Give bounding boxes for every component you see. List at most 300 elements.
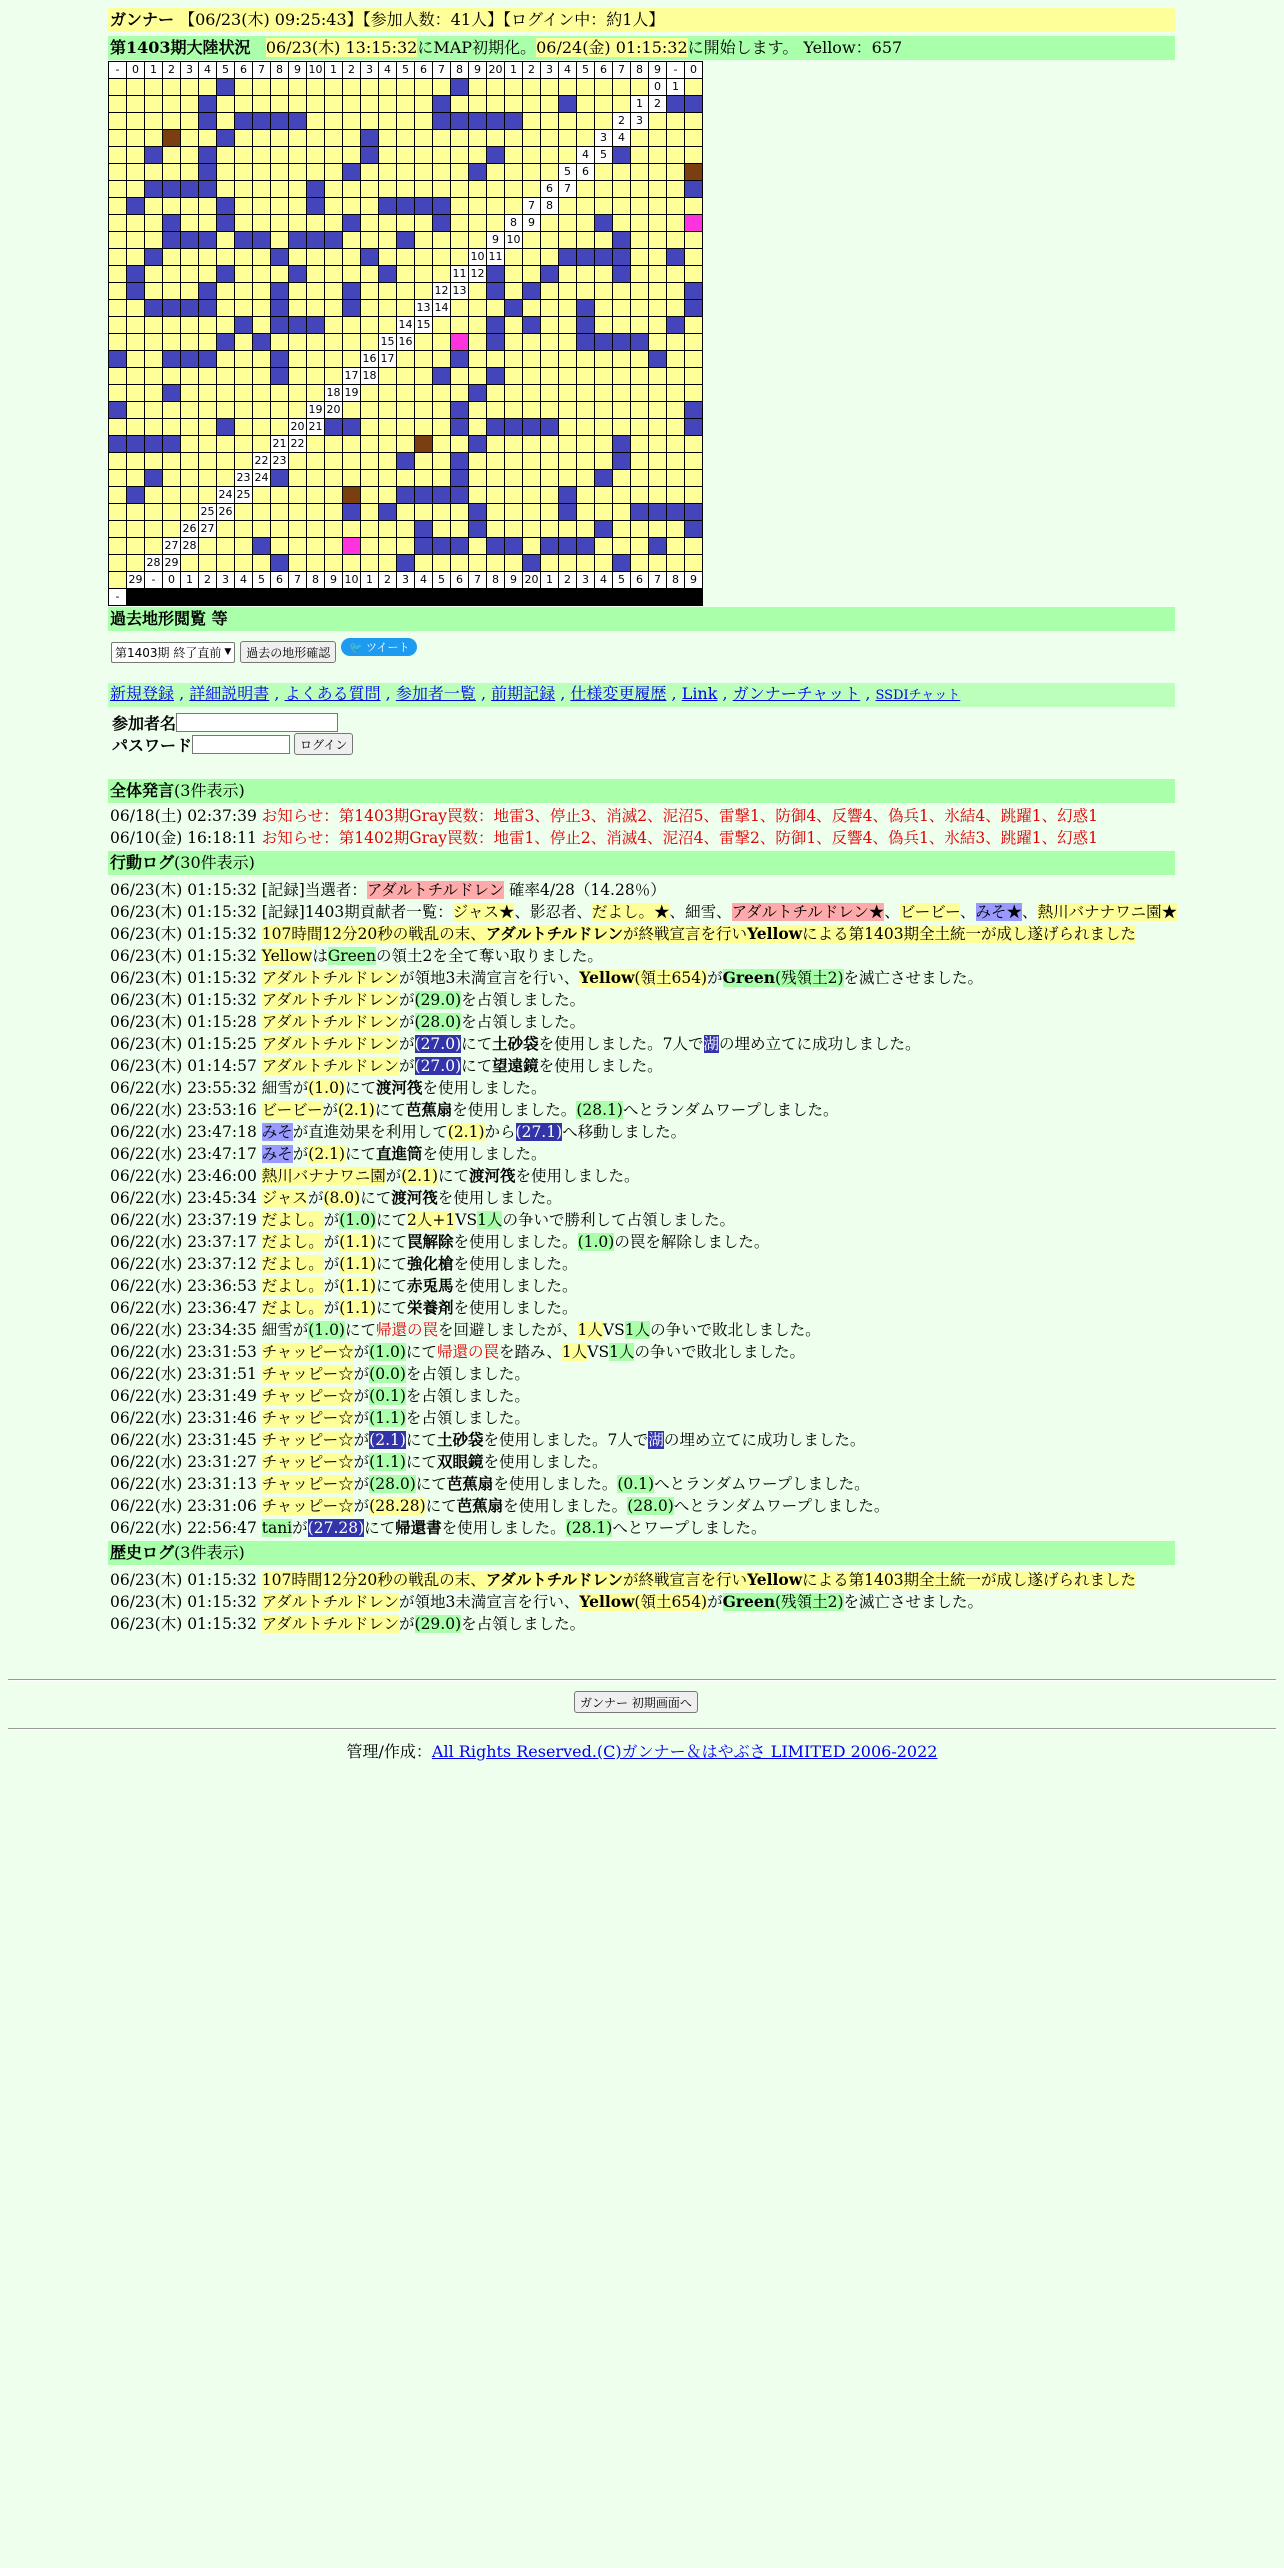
map-cell[interactable] — [325, 198, 342, 214]
map-cell[interactable] — [397, 130, 414, 146]
map-cell[interactable] — [271, 334, 288, 350]
map-cell[interactable] — [271, 300, 288, 316]
map-cell[interactable] — [451, 555, 468, 571]
map-cell[interactable] — [379, 96, 396, 112]
map-cell[interactable] — [667, 538, 684, 554]
map-cell[interactable] — [109, 198, 126, 214]
map-cell[interactable] — [397, 504, 414, 520]
map-cell[interactable] — [217, 113, 234, 129]
map-cell[interactable] — [217, 147, 234, 163]
map-cell[interactable] — [505, 368, 522, 384]
map-cell[interactable] — [469, 96, 486, 112]
map-cell[interactable] — [163, 368, 180, 384]
map-cell[interactable] — [649, 368, 666, 384]
map-cell[interactable] — [649, 436, 666, 452]
map-cell[interactable] — [397, 487, 414, 503]
map-cell[interactable] — [541, 79, 558, 95]
map-cell[interactable] — [505, 198, 522, 214]
map-cell[interactable] — [145, 130, 162, 146]
map-cell[interactable] — [559, 147, 576, 163]
map-cell[interactable] — [397, 283, 414, 299]
map-cell[interactable] — [109, 572, 126, 588]
map-cell[interactable] — [127, 249, 144, 265]
map-cell[interactable] — [685, 283, 702, 299]
map-cell[interactable] — [307, 538, 324, 554]
map-cell[interactable] — [451, 487, 468, 503]
map-cell[interactable] — [325, 436, 342, 452]
map-cell[interactable] — [253, 555, 270, 571]
map-cell[interactable] — [541, 113, 558, 129]
map-cell[interactable] — [631, 538, 648, 554]
map-cell[interactable] — [415, 470, 432, 486]
name-input[interactable] — [176, 713, 338, 732]
map-cell[interactable] — [199, 96, 216, 112]
map-cell[interactable] — [253, 368, 270, 384]
map-cell[interactable] — [541, 385, 558, 401]
map-cell[interactable] — [505, 487, 522, 503]
map-cell[interactable] — [613, 283, 630, 299]
map-cell[interactable] — [343, 317, 360, 333]
map-cell[interactable] — [361, 215, 378, 231]
map-cell[interactable] — [577, 96, 594, 112]
map-cell[interactable] — [271, 249, 288, 265]
map-cell[interactable] — [163, 487, 180, 503]
map-cell[interactable] — [577, 385, 594, 401]
map-cell[interactable] — [253, 249, 270, 265]
map-cell[interactable] — [595, 249, 612, 265]
map-cell[interactable] — [667, 215, 684, 231]
map-cell[interactable] — [235, 521, 252, 537]
map-cell[interactable] — [289, 470, 306, 486]
map-cell[interactable] — [415, 334, 432, 350]
map-cell[interactable] — [325, 249, 342, 265]
map-cell[interactable] — [487, 215, 504, 231]
map-cell[interactable] — [649, 181, 666, 197]
map-cell[interactable] — [379, 164, 396, 180]
map-cell[interactable] — [181, 113, 198, 129]
map-cell[interactable] — [505, 453, 522, 469]
map-cell[interactable] — [577, 113, 594, 129]
map-cell[interactable] — [379, 300, 396, 316]
map-cell[interactable] — [307, 198, 324, 214]
map-cell[interactable] — [397, 113, 414, 129]
map-cell[interactable] — [469, 317, 486, 333]
map-cell[interactable] — [271, 317, 288, 333]
map-cell[interactable] — [667, 555, 684, 571]
map-cell[interactable] — [667, 504, 684, 520]
map-cell[interactable] — [325, 487, 342, 503]
map-cell[interactable] — [163, 300, 180, 316]
map-cell[interactable] — [379, 419, 396, 435]
map-cell[interactable] — [163, 283, 180, 299]
map-cell[interactable] — [109, 504, 126, 520]
map-cell[interactable] — [451, 419, 468, 435]
map-cell[interactable] — [649, 521, 666, 537]
map-cell[interactable] — [577, 300, 594, 316]
map-cell[interactable] — [361, 504, 378, 520]
map-cell[interactable] — [523, 164, 540, 180]
map-cell[interactable] — [145, 487, 162, 503]
map-cell[interactable] — [613, 555, 630, 571]
map-cell[interactable] — [397, 300, 414, 316]
map-cell[interactable] — [379, 130, 396, 146]
map-cell[interactable] — [559, 198, 576, 214]
map-cell[interactable] — [613, 198, 630, 214]
map-cell[interactable] — [199, 334, 216, 350]
map-cell[interactable] — [631, 266, 648, 282]
map-cell[interactable] — [343, 79, 360, 95]
map-cell[interactable] — [253, 79, 270, 95]
map-cell[interactable] — [145, 453, 162, 469]
map-cell[interactable] — [343, 504, 360, 520]
map-cell[interactable] — [487, 147, 504, 163]
map-cell[interactable] — [235, 368, 252, 384]
map-cell[interactable] — [559, 300, 576, 316]
map-cell[interactable] — [631, 164, 648, 180]
map-cell[interactable] — [253, 351, 270, 367]
map-cell[interactable] — [451, 181, 468, 197]
map-cell[interactable] — [559, 419, 576, 435]
map-cell[interactable] — [235, 538, 252, 554]
map-cell[interactable] — [541, 147, 558, 163]
map-cell[interactable] — [235, 198, 252, 214]
map-cell[interactable] — [613, 147, 630, 163]
map-cell[interactable] — [613, 419, 630, 435]
map-cell[interactable] — [523, 334, 540, 350]
map-cell[interactable] — [649, 266, 666, 282]
map-cell[interactable] — [685, 181, 702, 197]
map-cell[interactable] — [109, 385, 126, 401]
map-cell[interactable] — [271, 79, 288, 95]
map-cell[interactable] — [523, 521, 540, 537]
map-cell[interactable] — [469, 232, 486, 248]
map-cell[interactable] — [469, 504, 486, 520]
map-cell[interactable] — [253, 232, 270, 248]
map-cell[interactable] — [451, 317, 468, 333]
map-cell[interactable] — [577, 215, 594, 231]
map-cell[interactable] — [487, 504, 504, 520]
map-cell[interactable] — [505, 538, 522, 554]
map-cell[interactable] — [487, 419, 504, 435]
nav-link[interactable]: 前期記録 — [491, 684, 556, 703]
tweet-button[interactable] — [341, 638, 417, 656]
map-cell[interactable] — [271, 521, 288, 537]
map-cell[interactable] — [361, 283, 378, 299]
map-cell[interactable] — [325, 215, 342, 231]
map-cell[interactable] — [505, 96, 522, 112]
map-cell[interactable] — [523, 249, 540, 265]
map-cell[interactable] — [145, 317, 162, 333]
map-cell[interactable] — [469, 351, 486, 367]
map-cell[interactable] — [289, 215, 306, 231]
map-cell[interactable] — [433, 385, 450, 401]
map-cell[interactable] — [253, 538, 270, 554]
map-cell[interactable] — [127, 487, 144, 503]
map-cell[interactable] — [361, 555, 378, 571]
map-cell[interactable] — [505, 317, 522, 333]
map-cell[interactable] — [271, 351, 288, 367]
map-cell[interactable] — [145, 283, 162, 299]
map-cell[interactable] — [163, 232, 180, 248]
map-cell[interactable] — [487, 334, 504, 350]
map-cell[interactable] — [325, 368, 342, 384]
map-cell[interactable] — [109, 130, 126, 146]
map-cell[interactable] — [307, 504, 324, 520]
map-cell[interactable] — [415, 283, 432, 299]
map-cell[interactable] — [505, 470, 522, 486]
map-cell[interactable] — [523, 113, 540, 129]
map-cell[interactable] — [631, 249, 648, 265]
map-cell[interactable] — [667, 96, 684, 112]
map-cell[interactable] — [541, 521, 558, 537]
map-cell[interactable] — [433, 334, 450, 350]
map-cell[interactable] — [181, 555, 198, 571]
map-cell[interactable] — [685, 334, 702, 350]
map-cell[interactable] — [595, 504, 612, 520]
map-cell[interactable] — [127, 521, 144, 537]
map-cell[interactable] — [271, 470, 288, 486]
map-cell[interactable] — [415, 453, 432, 469]
map-cell[interactable] — [361, 147, 378, 163]
map-cell[interactable] — [361, 436, 378, 452]
map-cell[interactable] — [469, 198, 486, 214]
map-cell[interactable] — [469, 215, 486, 231]
map-cell[interactable] — [289, 555, 306, 571]
map-cell[interactable] — [541, 164, 558, 180]
map-cell[interactable] — [289, 147, 306, 163]
map-cell[interactable] — [127, 504, 144, 520]
map-cell[interactable] — [505, 130, 522, 146]
map-cell[interactable] — [487, 538, 504, 554]
map-cell[interactable] — [127, 113, 144, 129]
map-cell[interactable] — [685, 215, 702, 231]
map-cell[interactable] — [217, 232, 234, 248]
map-cell[interactable] — [667, 317, 684, 333]
map-cell[interactable] — [325, 266, 342, 282]
map-cell[interactable] — [595, 351, 612, 367]
map-cell[interactable] — [631, 147, 648, 163]
map-cell[interactable] — [523, 436, 540, 452]
map-cell[interactable] — [109, 555, 126, 571]
map-cell[interactable] — [595, 385, 612, 401]
map-cell[interactable] — [667, 266, 684, 282]
map-cell[interactable] — [433, 470, 450, 486]
map-cell[interactable] — [325, 113, 342, 129]
map-cell[interactable] — [361, 521, 378, 537]
map-cell[interactable] — [451, 368, 468, 384]
map-cell[interactable] — [235, 555, 252, 571]
map-cell[interactable] — [307, 300, 324, 316]
map-cell[interactable] — [307, 436, 324, 452]
map-cell[interactable] — [469, 79, 486, 95]
map-cell[interactable] — [235, 96, 252, 112]
map-cell[interactable] — [631, 436, 648, 452]
map-cell[interactable] — [613, 368, 630, 384]
map-cell[interactable] — [163, 453, 180, 469]
map-cell[interactable] — [325, 317, 342, 333]
map-cell[interactable] — [631, 419, 648, 435]
map-cell[interactable] — [307, 351, 324, 367]
map-cell[interactable] — [379, 198, 396, 214]
map-cell[interactable] — [163, 436, 180, 452]
map-cell[interactable] — [649, 351, 666, 367]
map-cell[interactable] — [199, 351, 216, 367]
map-cell[interactable] — [433, 453, 450, 469]
map-cell[interactable] — [217, 164, 234, 180]
map-cell[interactable] — [289, 283, 306, 299]
map-cell[interactable] — [127, 283, 144, 299]
map-cell[interactable] — [397, 164, 414, 180]
map-cell[interactable] — [685, 147, 702, 163]
map-cell[interactable] — [109, 283, 126, 299]
map-cell[interactable] — [343, 453, 360, 469]
map-cell[interactable] — [559, 130, 576, 146]
map-cell[interactable] — [109, 113, 126, 129]
map-cell[interactable] — [433, 538, 450, 554]
map-cell[interactable] — [595, 198, 612, 214]
map-cell[interactable] — [595, 181, 612, 197]
map-cell[interactable] — [595, 164, 612, 180]
map-cell[interactable] — [127, 436, 144, 452]
map-cell[interactable] — [685, 232, 702, 248]
map-cell[interactable] — [163, 181, 180, 197]
map-cell[interactable] — [469, 368, 486, 384]
map-cell[interactable] — [469, 385, 486, 401]
map-cell[interactable] — [649, 317, 666, 333]
map-cell[interactable] — [145, 385, 162, 401]
map-cell[interactable] — [163, 351, 180, 367]
map-cell[interactable] — [289, 504, 306, 520]
map-cell[interactable] — [649, 300, 666, 316]
map-cell[interactable] — [523, 283, 540, 299]
nav-link[interactable]: 新規登録 — [110, 684, 175, 703]
map-cell[interactable] — [541, 232, 558, 248]
map-cell[interactable] — [667, 181, 684, 197]
password-input[interactable] — [192, 735, 290, 754]
map-cell[interactable] — [523, 181, 540, 197]
map-cell[interactable] — [577, 130, 594, 146]
map-cell[interactable] — [163, 334, 180, 350]
map-cell[interactable] — [595, 538, 612, 554]
map-cell[interactable] — [451, 385, 468, 401]
map-cell[interactable] — [649, 487, 666, 503]
map-cell[interactable] — [613, 385, 630, 401]
map-cell[interactable] — [541, 266, 558, 282]
map-cell[interactable] — [469, 334, 486, 350]
map-cell[interactable] — [217, 215, 234, 231]
map-cell[interactable] — [685, 470, 702, 486]
map-cell[interactable] — [631, 368, 648, 384]
map-cell[interactable] — [235, 147, 252, 163]
map-cell[interactable] — [235, 249, 252, 265]
map-cell[interactable] — [343, 334, 360, 350]
map-cell[interactable] — [667, 453, 684, 469]
map-cell[interactable] — [613, 436, 630, 452]
map-cell[interactable] — [217, 79, 234, 95]
map-cell[interactable] — [289, 232, 306, 248]
map-cell[interactable] — [433, 368, 450, 384]
map-cell[interactable] — [145, 164, 162, 180]
map-cell[interactable] — [469, 521, 486, 537]
map-cell[interactable] — [145, 79, 162, 95]
map-cell[interactable] — [487, 368, 504, 384]
map-cell[interactable] — [325, 521, 342, 537]
map-cell[interactable] — [523, 147, 540, 163]
map-cell[interactable] — [649, 419, 666, 435]
map-cell[interactable] — [109, 215, 126, 231]
map-cell[interactable] — [415, 79, 432, 95]
map-cell[interactable] — [595, 283, 612, 299]
map-cell[interactable] — [307, 181, 324, 197]
map-cell[interactable] — [469, 453, 486, 469]
map-cell[interactable] — [613, 538, 630, 554]
nav-link[interactable]: よくある質問 — [284, 684, 381, 703]
map-cell[interactable] — [145, 521, 162, 537]
map-cell[interactable] — [271, 181, 288, 197]
map-cell[interactable] — [451, 130, 468, 146]
map-cell[interactable] — [397, 368, 414, 384]
map-cell[interactable] — [109, 521, 126, 537]
map-cell[interactable] — [685, 96, 702, 112]
map-cell[interactable] — [109, 232, 126, 248]
map-cell[interactable] — [343, 555, 360, 571]
map-cell[interactable] — [145, 249, 162, 265]
map-cell[interactable] — [487, 470, 504, 486]
map-cell[interactable] — [667, 113, 684, 129]
map-cell[interactable] — [109, 538, 126, 554]
map-cell[interactable] — [109, 334, 126, 350]
map-cell[interactable] — [577, 317, 594, 333]
map-cell[interactable] — [325, 164, 342, 180]
map-cell[interactable] — [109, 266, 126, 282]
map-cell[interactable] — [505, 334, 522, 350]
map-cell[interactable] — [109, 147, 126, 163]
map-cell[interactable] — [397, 351, 414, 367]
map-cell[interactable] — [469, 113, 486, 129]
map-cell[interactable] — [523, 300, 540, 316]
map-cell[interactable] — [217, 555, 234, 571]
map-cell[interactable] — [325, 96, 342, 112]
map-cell[interactable] — [235, 504, 252, 520]
map-cell[interactable] — [235, 283, 252, 299]
map-cell[interactable] — [271, 266, 288, 282]
map-cell[interactable] — [685, 385, 702, 401]
map-cell[interactable] — [559, 317, 576, 333]
map-cell[interactable] — [487, 96, 504, 112]
map-cell[interactable] — [451, 504, 468, 520]
map-cell[interactable] — [559, 436, 576, 452]
map-cell[interactable] — [415, 436, 432, 452]
map-cell[interactable] — [217, 300, 234, 316]
map-cell[interactable] — [451, 147, 468, 163]
map-cell[interactable] — [685, 249, 702, 265]
map-cell[interactable] — [631, 385, 648, 401]
map-cell[interactable] — [307, 249, 324, 265]
map-cell[interactable] — [127, 334, 144, 350]
map-cell[interactable] — [397, 79, 414, 95]
map-cell[interactable] — [595, 113, 612, 129]
map-cell[interactable] — [145, 147, 162, 163]
map-cell[interactable] — [559, 402, 576, 418]
map-cell[interactable] — [631, 232, 648, 248]
map-cell[interactable] — [487, 181, 504, 197]
map-cell[interactable] — [109, 419, 126, 435]
map-cell[interactable] — [181, 351, 198, 367]
map-cell[interactable] — [415, 385, 432, 401]
map-cell[interactable] — [541, 300, 558, 316]
map-cell[interactable] — [199, 215, 216, 231]
map-cell[interactable] — [325, 181, 342, 197]
